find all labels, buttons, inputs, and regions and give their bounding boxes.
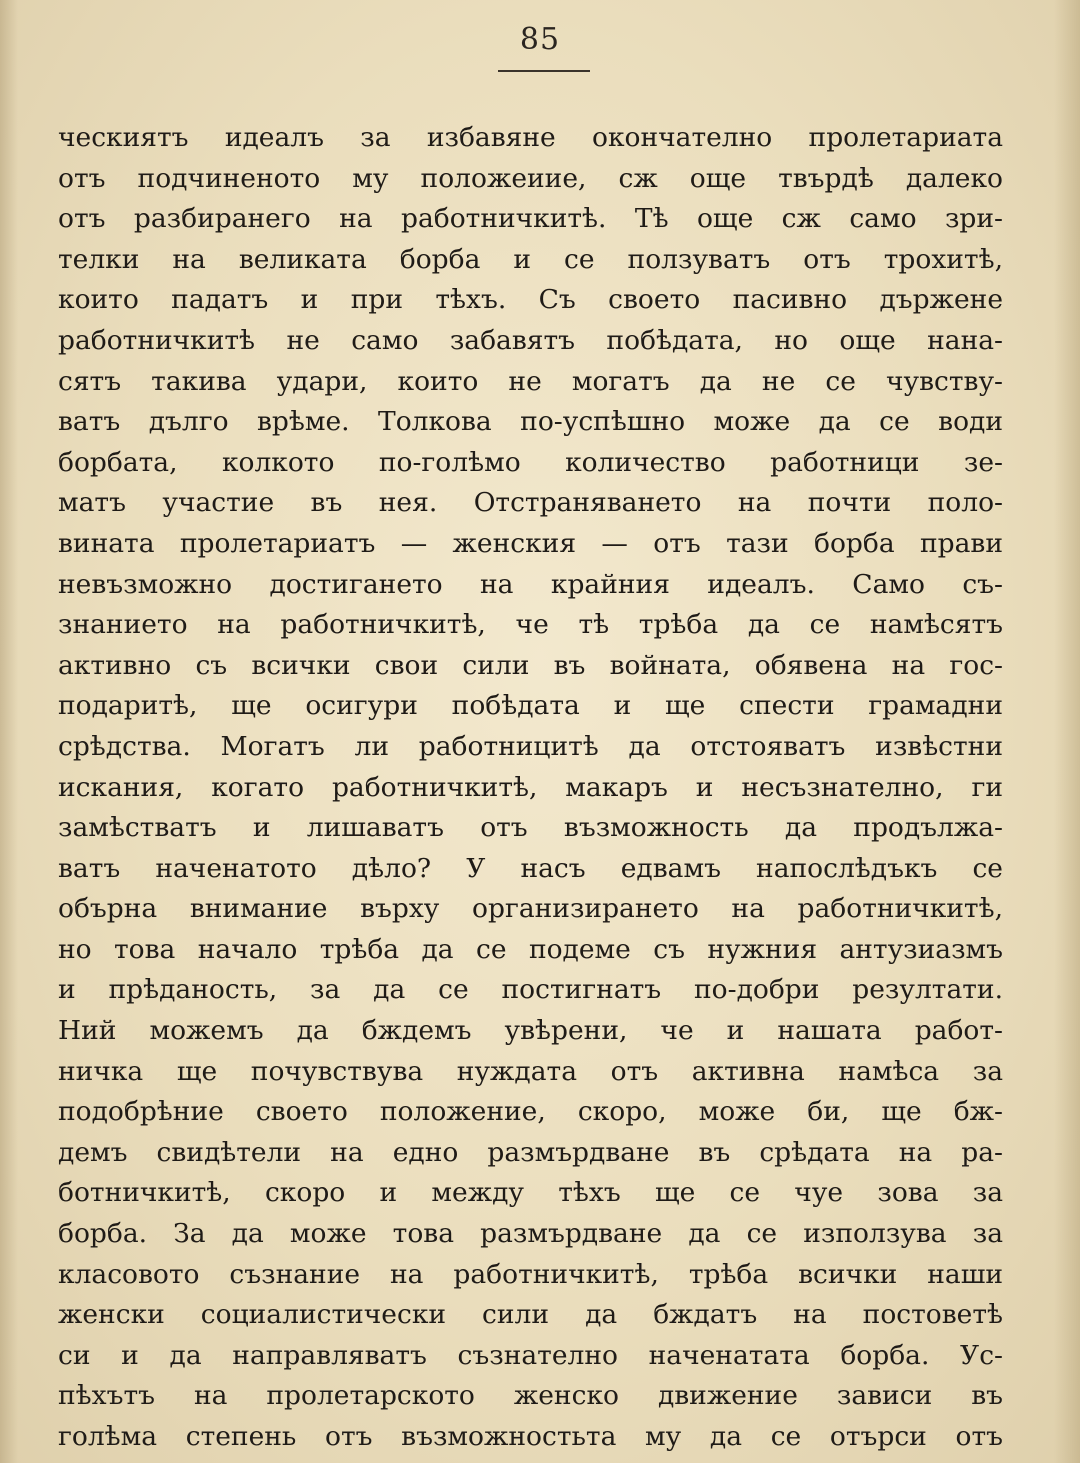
text-line: телки на великата борба и се ползуватъ отъ трохитѣ, <box>58 243 1003 275</box>
text-line: голѣма степень отъ възможностьта му да се отърси отъ <box>58 1421 1003 1452</box>
text-line: борбата, колкото по-голѣмо количество работници зе- <box>58 446 1003 478</box>
text-line: ватъ дълго врѣме. Толкова по-успѣшно може да се води <box>58 406 1003 438</box>
text-line: пѣхътъ на пролетарското женско движение зависи въ <box>58 1380 1003 1412</box>
text-line: си и да направляватъ съзнателно наченатата борба. Ус- <box>58 1339 1003 1371</box>
text-line: замѣстватъ и лишаватъ отъ възможность да продължа- <box>58 812 1003 844</box>
text-line: сятъ такива удари, които не могатъ да не се чувству- <box>58 365 1003 397</box>
text-line: вината пролетариатъ — женския — отъ тази борба прави <box>58 527 1003 559</box>
page-number: 85 <box>519 22 561 57</box>
text-line: подаритѣ, ще осигури побѣдата и ще спести грамадни <box>58 690 1003 722</box>
text-line: ничка ще почувствува нуждата отъ активна намѣса за <box>58 1055 1003 1087</box>
text-line: и прѣданость, за да се постигнатъ по-добри резултати. <box>58 974 1003 1006</box>
text-line: искания, когато работничкитѣ, макаръ и несъзнателно, ги <box>58 771 1003 803</box>
text-line: работничкитѣ не само забавятъ побѣдата, но още нана- <box>58 324 1003 356</box>
page-shadow-left <box>0 0 18 1463</box>
body-text <box>58 118 1003 1458</box>
text-line: подобрѣние своето положение, скоро, може би, ще бж- <box>58 1096 1003 1128</box>
text-line: женски социалистически сили да бждатъ на постоветѣ <box>58 1299 1003 1331</box>
text-line: Ний можемъ да бждемъ увѣрени, че и нашата работ- <box>58 1015 1003 1047</box>
text-line: борба. За да може това размърдване да се използува за <box>58 1218 1003 1250</box>
text-line: знанието на работничкитѣ, че тѣ трѣба да се намѣсятъ <box>58 609 1003 641</box>
text-line: срѣдства. Могатъ ли работницитѣ да отстояватъ извѣстни <box>58 730 1003 762</box>
text-line: матъ участие въ нея. Отстраняването на почти поло- <box>58 487 1003 519</box>
text-line: които падатъ и при тѣхъ. Съ своето пасивно държене <box>58 284 1003 316</box>
text-line: но това начало трѣба да се подеме съ нужния антузиазмъ <box>58 933 1003 965</box>
text-line: ботничкитѣ, скоро и между тѣхъ ще се чуе зова за <box>58 1177 1003 1209</box>
text-line: отъ подчиненото му положеиие, сж още твърдѣ далеко <box>58 162 1003 194</box>
text-line: ческиятъ идеалъ за избавяне окончателно пролетариата <box>58 122 1003 153</box>
page-number-rule <box>498 70 590 72</box>
text-line: невъзможно достиганетo на крайния идеалъ. Само съ- <box>58 568 1003 600</box>
text-line: обърна внимание върху организирането на работничкитѣ, <box>58 893 1003 925</box>
page-shadow-right <box>1054 0 1080 1463</box>
text-line: ватъ наченатото дѣло? У насъ едвамъ напослѣдъкъ се <box>58 852 1003 884</box>
text-line: демъ свидѣтели на едно размърдване въ срѣдата на ра- <box>58 1136 1003 1168</box>
text-line: класовото съзнание на работничкитѣ, трѣба всички наши <box>58 1258 1003 1290</box>
text-line: активно съ всички свои сили въ войната, обявена на гос- <box>58 649 1003 681</box>
text-line: отъ разбиранего на работничкитѣ. Тѣ още сж само зри- <box>58 203 1003 235</box>
